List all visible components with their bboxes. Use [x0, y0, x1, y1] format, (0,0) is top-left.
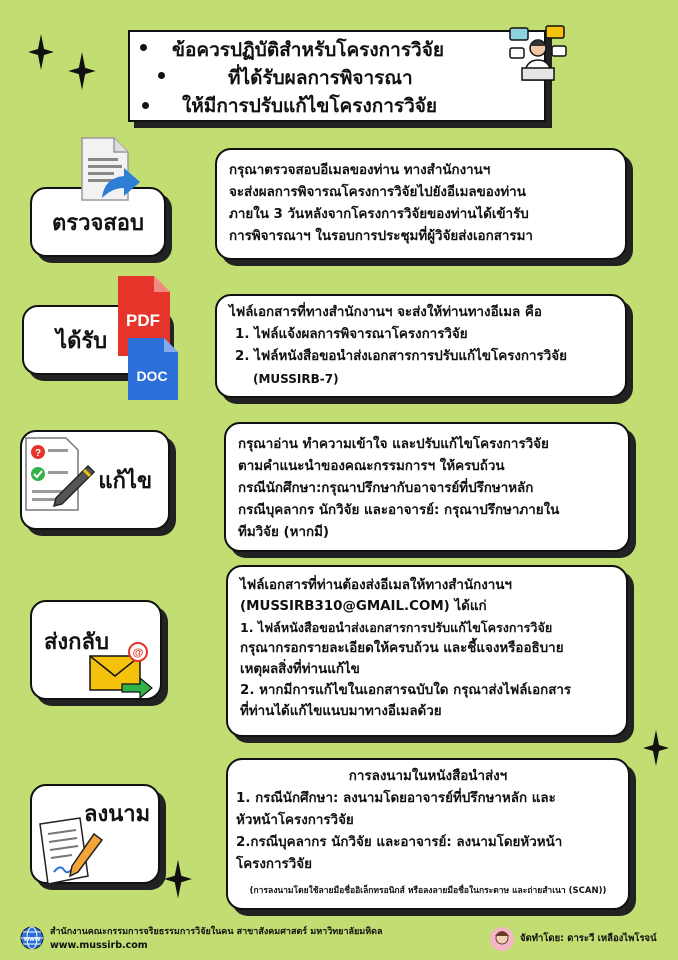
step-3-line: กรณีนักศึกษา:กรุณาปรึกษากับอาจารย์ที่ปรึกษาหลัก — [238, 481, 534, 496]
step-5-note: (การลงนามโดยใช้ลายมือชื่ออิเล็กทรอนิกส์ หรือลงลายมือชื่อในกระดาษ และถ่ายสำเนา (SCAN)) — [249, 886, 607, 896]
step-2-line: 2. ไฟล์หนังสือขอนำส่งเอกสารการปรับแก้ไขโครงการวิจัย — [235, 349, 567, 364]
step-4-line: เหตุผลสิ่งที่ท่านแก้ไข — [240, 662, 360, 677]
step-1-line: การพิจารณาฯ ในรอบการประชุมที่ผู้วิจัยส่งเอกสารมา — [229, 229, 533, 244]
globe-icon — [20, 926, 44, 950]
step-label: ส่งกลับ — [44, 630, 109, 655]
footer-org: สำนักงานคณะกรรมการจริยธรรมการวิจัยในคน สาขาสังคมศาสตร์ มหาวิทยาลัยมหิดล — [50, 927, 383, 937]
sparkle-icon — [28, 34, 54, 70]
step-label: ได้รับ — [56, 328, 108, 354]
step-3-line: ทีมวิจัย (หากมี) — [238, 525, 330, 540]
step-5-line: หัวหน้าโครงการวิจัย — [236, 813, 354, 828]
title-box — [128, 30, 546, 122]
sparkle-icon — [643, 728, 669, 768]
svg-text:?: ? — [34, 448, 42, 459]
signing-document-icon — [32, 814, 104, 890]
page-title-line-3: ให้มีการปรับแก้ไขโครงการวิจัย — [182, 95, 438, 117]
svg-text:@: @ — [132, 647, 144, 659]
step-3-line: กรุณาอ่าน ทำความเข้าใจ และปรับแก้ไขโครงการวิจัย — [238, 437, 549, 452]
step-5-heading: การลงนามในหนังสือนำส่งฯ — [348, 769, 508, 784]
step-2-line: ไฟล์เอกสารที่ทางสำนักงานฯ จะส่งให้ท่านทางอีเมล คือ — [229, 305, 542, 320]
step-1-line: ภายใน 3 วันหลังจากโครงการวิจัยของท่านได้เข้ารับ — [229, 207, 529, 222]
sparkle-icon — [164, 858, 192, 900]
step-4-line: 2. หากมีการแก้ไขในเอกสารฉบับใด กรุณาส่งไฟล์เอกสาร — [240, 683, 572, 698]
step-4-line: 1. ไฟล์หนังสือขอนำส่งเอกสารการปรับแก้ไขโครงการวิจัย — [240, 620, 553, 635]
step-5-content — [226, 758, 630, 910]
page-title-line-2: ที่ได้รับผลการพิจารณา — [228, 67, 413, 89]
step-2-line: (MUSSIRB-7) — [253, 372, 339, 386]
step-4-line: (MUSSIRB310@GMAIL.COM) ได้แก่ — [240, 599, 487, 614]
checklist-pen-icon — [22, 432, 96, 516]
step-1-line: กรุณาตรวจสอบอีเมลของท่าน ทางสำนักงานฯ — [229, 163, 491, 178]
avatar-icon — [488, 926, 516, 952]
svg-text:www: www — [23, 936, 41, 943]
step-1-content — [215, 148, 627, 260]
step-1-line: จะส่งผลการพิจารณโครงการวิจัยไปยังอีเมลของท่าน — [229, 185, 526, 200]
footer-credit: จัดทำโดย: ดาระวี เหลืองไพโรจน์ — [520, 933, 657, 944]
step-5-line: 1. กรณีนักศึกษา: ลงนามโดยอาจารย์ที่ปรึกษาหลัก และ — [236, 791, 556, 806]
document-forward-icon — [78, 134, 142, 206]
step-2-content — [215, 294, 627, 398]
step-label: ลงนาม — [84, 802, 151, 827]
footer-url[interactable]: www.mussirb.com — [50, 940, 148, 951]
step-3-content — [224, 422, 630, 552]
pdf-doc-files-icon — [112, 272, 182, 404]
presenter-icon — [508, 24, 568, 82]
step-4-content — [226, 565, 628, 737]
step-5-line: 2.กรณีบุคลากร นักวิจัย และอาจารย์: ลงนามโดยหัวหน้า — [236, 835, 563, 850]
step-label: ตรวจสอบ — [52, 210, 144, 236]
bullet-icon — [140, 44, 147, 51]
step-3-line: ตามคำแนะนำของคณะกรรมการฯ ให้ครบถ้วน — [238, 459, 505, 474]
step-label: แก้ไข — [98, 468, 152, 494]
step-4-line: ไฟล์เอกสารที่ท่านต้องส่งอีเมลให้ทางสำนักงานฯ — [240, 578, 512, 593]
step-4-line: กรุณากรอกรายละเอียดให้ครบถ้วน และชี้แจงหรืออธิบาย — [240, 641, 564, 656]
step-4-line: ที่ท่านได้แก้ไขแนบมาทางอีเมลด้วย — [240, 704, 442, 719]
sparkle-icon — [68, 52, 96, 90]
step-3-line: กรณีบุคลากร นักวิจัย และอาจารย์: กรุณาปรึกษาภายใน — [238, 503, 560, 518]
bullet-icon — [142, 102, 149, 109]
page-title-line-1: ข้อควรปฏิบัติสำหรับโครงการวิจัย — [172, 39, 444, 61]
pdf-text: PDF — [126, 311, 160, 330]
step-5-line: โครงการวิจัย — [236, 857, 312, 872]
doc-text: DOC — [136, 368, 168, 384]
bullet-icon — [158, 72, 165, 79]
step-2-line: 1. ไฟล์แจ้งผลการพิจารณาโครงการวิจัย — [235, 327, 468, 342]
email-send-icon — [86, 640, 156, 704]
